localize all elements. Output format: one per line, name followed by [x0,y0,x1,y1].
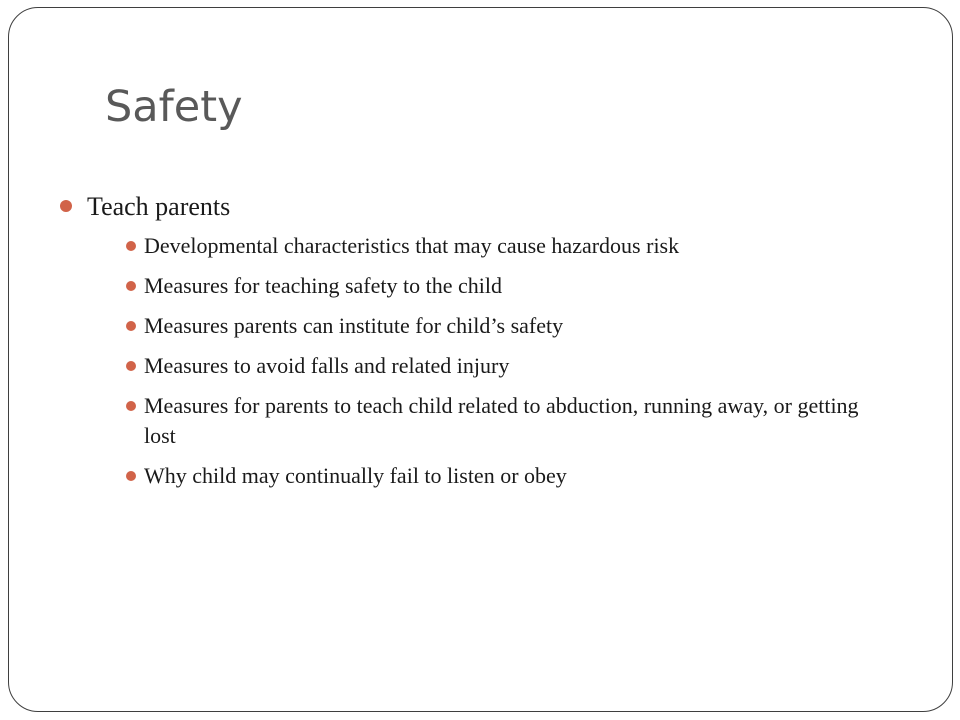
slide-title: Safety [105,82,243,132]
sub-bullet-item [87,231,890,261]
sub-bullet-item [87,311,890,341]
sub-bullet-dot-icon [126,321,136,331]
slide-body [60,189,890,501]
bullet-dot-icon [60,200,72,212]
sub-bullet-text: Measures for parents to teach child related to abduction, running away, or getting lost [144,393,859,448]
sub-bullet-list [87,231,890,491]
bullet-item-teach-parents [60,189,890,491]
sub-bullet-text: Measures to avoid falls and related injury [144,353,510,378]
bullet-list [60,189,890,491]
sub-bullet-dot-icon [126,241,136,251]
bullet-text: Teach parents [87,192,231,221]
sub-bullet-dot-icon [126,361,136,371]
sub-bullet-item [87,351,890,381]
sub-bullet-text: Why child may continually fail to listen or obey [144,463,567,488]
sub-bullet-text: Measures parents can institute for child’s safety [144,313,564,338]
sub-bullet-item [87,461,890,491]
sub-bullet-text: Developmental characteristics that may cause hazardous risk [144,233,680,258]
sub-bullet-item [87,271,890,301]
sub-bullet-dot-icon [126,401,136,411]
sub-bullet-item [87,391,890,451]
sub-bullet-dot-icon [126,471,136,481]
sub-bullet-text: Measures for teaching safety to the child [144,273,502,298]
sub-bullet-dot-icon [126,281,136,291]
